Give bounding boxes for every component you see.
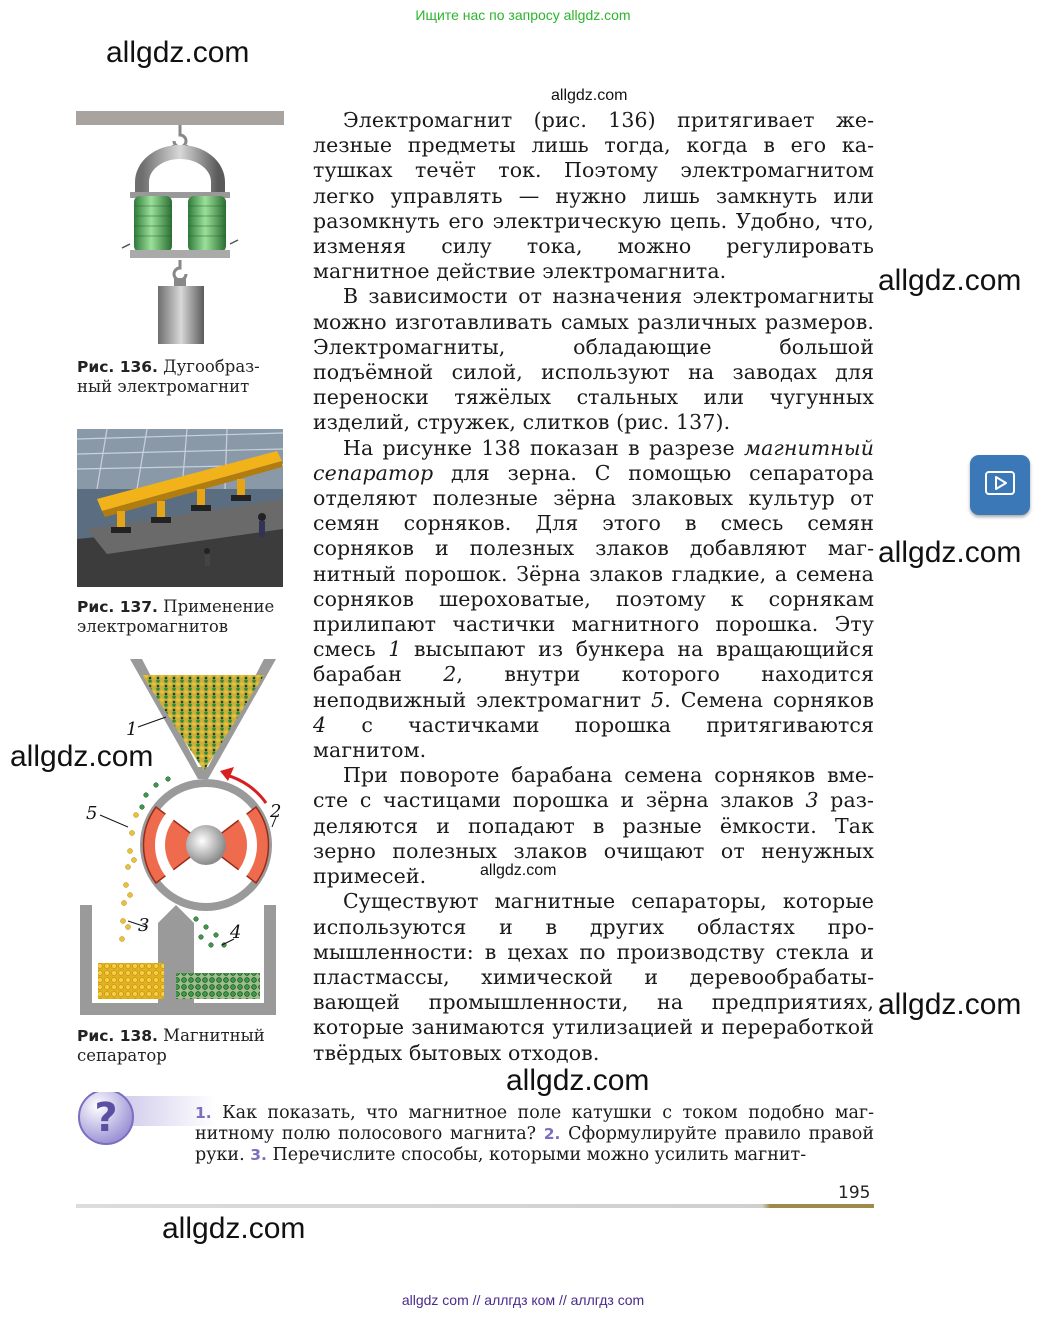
- watermark-site: allgdz.com: [10, 740, 154, 773]
- figure-text: Дугообразный электромагнит: [77, 357, 260, 396]
- separator-label: 5: [86, 803, 98, 824]
- figure-text: Магнитный сепаратор: [77, 1026, 265, 1065]
- label-ref: 2: [443, 662, 457, 687]
- watermark-top: Ищите нас по запросу allgdz.com: [415, 7, 631, 23]
- watermark-site: allgdz.com: [106, 36, 250, 69]
- text-run: , внутри которого находится неподвижный электромагнит: [313, 662, 875, 712]
- figure-number: Рис. 136.: [77, 358, 158, 376]
- question-number: 3.: [250, 1146, 267, 1164]
- question-icon: [79, 1092, 133, 1144]
- figure-number: Рис. 137.: [77, 598, 158, 616]
- page-rule: [76, 1204, 874, 1208]
- figure-138-separator: [76, 655, 290, 1020]
- separator-label: 1: [126, 719, 138, 740]
- text-run: для зерна. С помощью сепаратора отделяют полезные зёрна злаковых культур от семян сорняков. Для этого в смесь семян сорняков и полезных злаков добавляют магнитный порошок. Зёрна злаков гладкие, а семена сорняков шероховатые, поэтому к сорнякам прилипают частички магнитного порошка. Эту смесь: [313, 460, 874, 662]
- text-run: При повороте барабана семена сорняков вместе с частицами порошка и зёрна злаков: [313, 763, 874, 813]
- watermark-site: allgdz.com: [480, 862, 557, 879]
- paragraph: [313, 763, 874, 889]
- text-run: высыпают из бункера на вращающийся барабан: [313, 637, 874, 687]
- watermark-site: allgdz.com: [878, 536, 1022, 569]
- figure-136-electromagnet: [76, 108, 284, 348]
- watermark-site: allgdz.com: [551, 87, 628, 104]
- play-icon: [970, 455, 1030, 515]
- page-number: 195: [838, 1183, 871, 1203]
- term-italic: магнитный сепаратор: [313, 435, 874, 485]
- watermark-bottom: allgdz com // аллгдз ком // аллгдз com: [401, 1292, 645, 1308]
- question-text: Сформулируйте правило правой руки.: [195, 1124, 874, 1165]
- separator-label: 3: [138, 915, 150, 936]
- watermark-site: allgdz.com: [878, 988, 1022, 1021]
- label-ref: 1: [388, 637, 402, 662]
- paragraph: [313, 284, 874, 435]
- watermark-site: allgdz.com: [506, 1064, 650, 1097]
- text-run: На рисунке 138 показан в разрезе: [343, 435, 744, 460]
- figure-number: Рис. 138.: [77, 1027, 158, 1045]
- watermark-site: allgdz.com: [878, 264, 1022, 297]
- svg-text:?: ?: [94, 1095, 118, 1141]
- figure-text: Применение электромагнитов: [77, 597, 275, 636]
- questions-text: [195, 1103, 874, 1166]
- figure-136-caption: [77, 357, 277, 397]
- paragraph: [313, 108, 874, 284]
- text-run: с частичками порошка притягиваются магнитом.: [313, 712, 874, 763]
- separator-label: 4: [230, 922, 242, 943]
- text-run: Электромагнит (рис. 136) притягивает железные предметы лишь тогда, когда в его катушках течёт ток. Поэтому электромагнитом легко управлять — нужно лишь замкнуть или разомкнуть его электрическую цепь. Удобно, что, изменяя силу тока, можно регулировать магнитное действие электромагнита.: [313, 108, 874, 284]
- label-ref: 3: [805, 788, 819, 813]
- text-run: разделяются и попадают в разные ёмкости. Так зерно полезных злаков очищают от ненужных примесей.: [313, 788, 874, 889]
- question-number: 1.: [195, 1104, 212, 1122]
- body-text: [313, 108, 874, 1066]
- figure-138-caption: [77, 1026, 287, 1066]
- text-run: Существуют магнитные сепараторы, которые используются и в других областях промышленности: в цехах по производству стекла и пластмассы, химической и деревообрабатывающей промышленности, на предприятиях, которые занимаются утилизацией и переработкой твёрдых бытовых отходов.: [313, 889, 874, 1065]
- figure-137-caption: [77, 597, 287, 637]
- question-text: Перечислите способы, которыми можно усилить магнит-: [266, 1145, 807, 1165]
- separator-label: 2: [270, 801, 282, 822]
- watermark-site: allgdz.com: [162, 1212, 306, 1245]
- video-button[interactable]: [970, 455, 1030, 515]
- label-ref: 4: [313, 712, 327, 737]
- text-run: . Семена сорняков: [664, 687, 874, 712]
- figure-137-photo: [77, 429, 283, 587]
- question-number: 2.: [543, 1125, 561, 1143]
- label-ref: 5: [651, 687, 665, 712]
- paragraph: [313, 889, 874, 1065]
- paragraph: [313, 436, 874, 764]
- text-run: В зависимости от назначения электромагниты можно изготавливать самых различных размеров. Электромагниты, обладающие большой подъёмной силой, используют на заводах для переноски тяжёлых стальных или чугунных изделий, стружек, слитков (рис. 137).: [313, 284, 874, 435]
- question-text: Как показать, что магнитное поле катушки с током подобно магнитному полю полосового магнита?: [195, 1103, 874, 1144]
